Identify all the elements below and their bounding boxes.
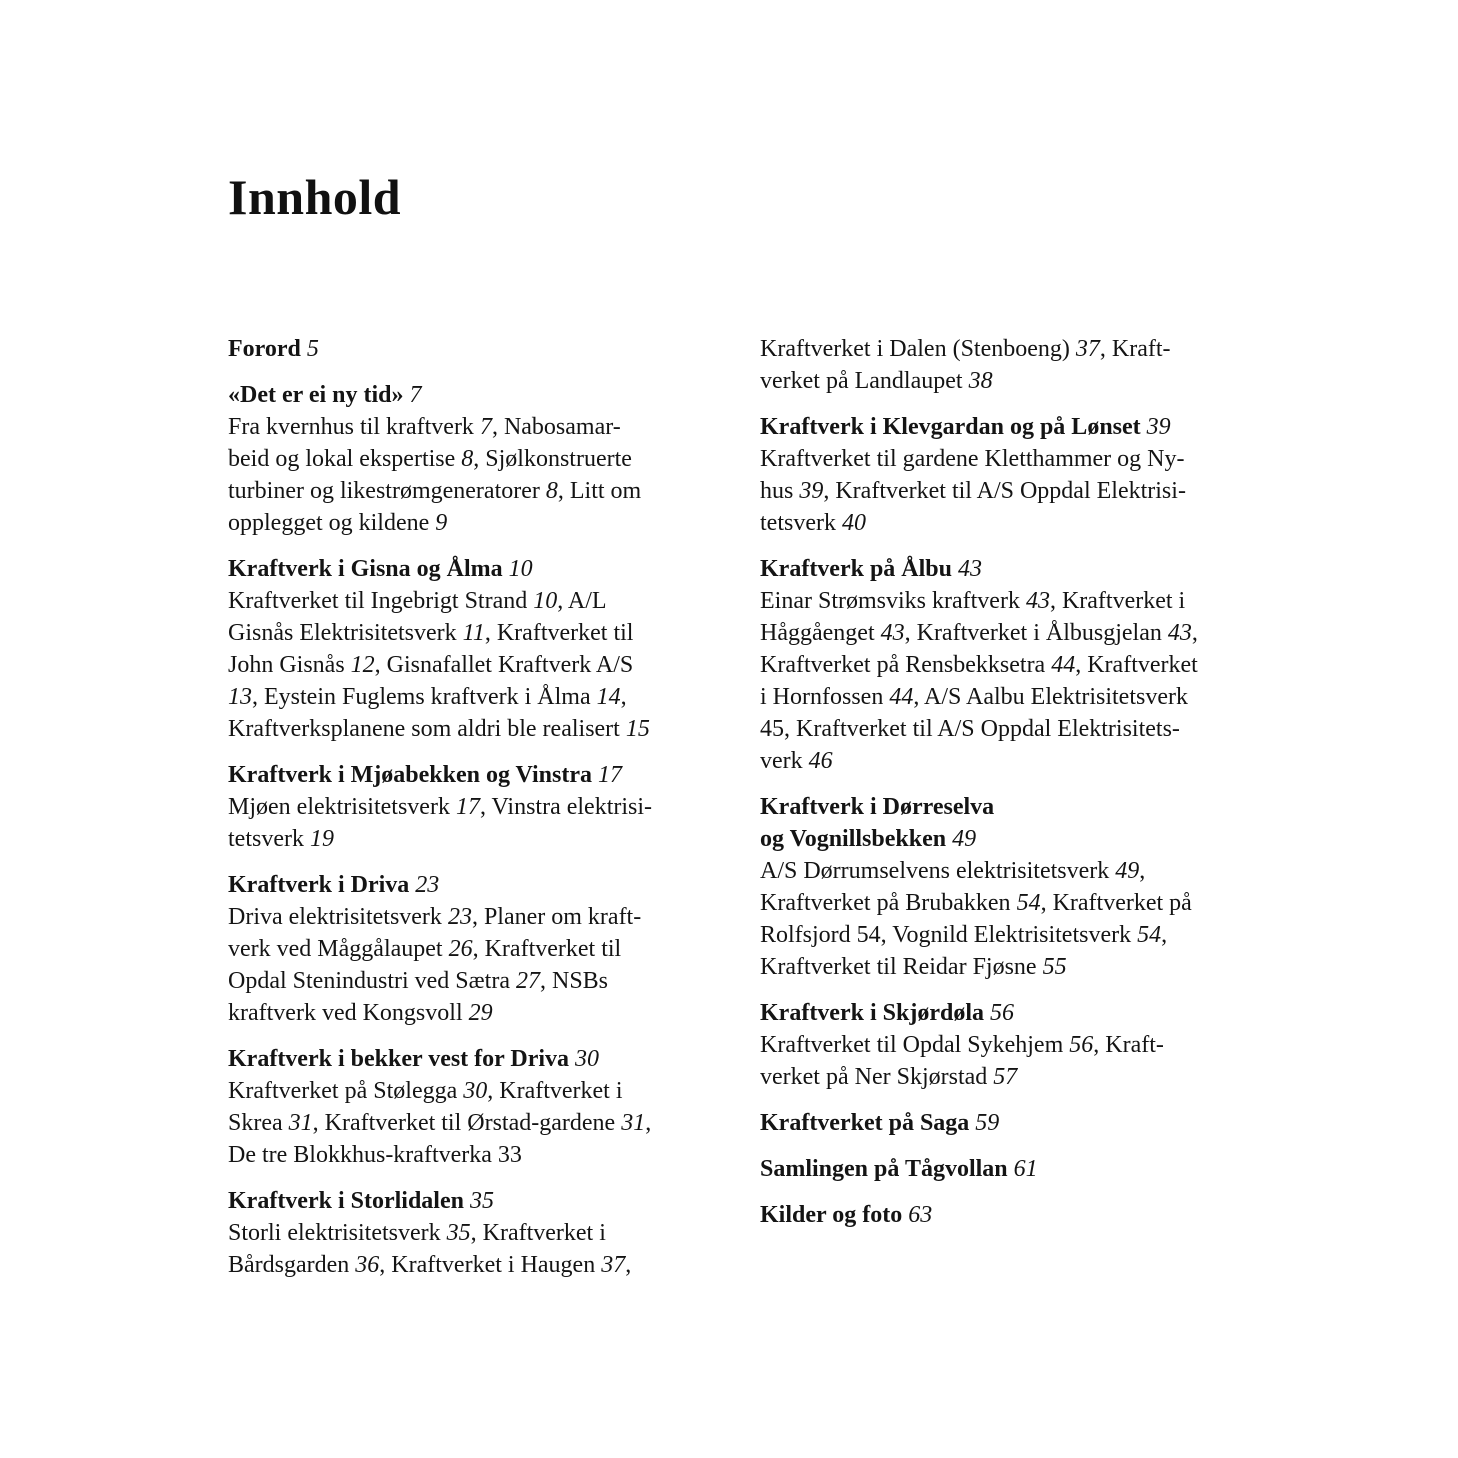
toc-entry-line xyxy=(228,713,733,745)
page-number: 57 xyxy=(993,1064,1018,1090)
toc-entry-text: verket på Ner Skjørstad xyxy=(760,1064,994,1090)
toc-entry-line xyxy=(760,855,1265,887)
toc-entry-line xyxy=(228,475,733,507)
toc-entry-text: Håggåenget xyxy=(760,620,881,646)
toc-entry-text: , Vinstra elektrisi- xyxy=(479,794,653,820)
toc-entry-text: Fra kvernhus til kraftverk xyxy=(228,414,480,440)
toc-entry xyxy=(760,1107,1265,1139)
page-number: 8 xyxy=(461,446,474,472)
toc-entry-text: Kraftverket i Dalen (Stenboeng) xyxy=(760,336,1076,362)
page-number: 23 xyxy=(447,904,472,930)
page-number: 15 xyxy=(625,716,650,742)
toc-entry-heading xyxy=(228,1043,733,1075)
page-number: 43 xyxy=(1167,620,1192,646)
toc-entry-text: Kraftverket til Reidar Fjøsne xyxy=(760,954,1043,980)
page-number: 61 xyxy=(1013,1156,1038,1182)
page-number: 7 xyxy=(409,382,422,408)
toc-entry-text: Storli elektrisitetsverk xyxy=(228,1220,447,1246)
toc-entry-text: , Kraftverket xyxy=(1075,652,1198,678)
toc-entry-line xyxy=(228,585,733,617)
toc-entry-line xyxy=(228,681,733,713)
page-number: 29 xyxy=(468,1000,493,1026)
page-number: 35 xyxy=(446,1220,471,1246)
page-number: 56 xyxy=(989,1000,1014,1026)
toc-entry-text: Kraftverket på Rensbekksetra xyxy=(760,652,1052,678)
toc-entry xyxy=(228,553,733,745)
page-number: 54 xyxy=(1016,890,1041,916)
toc-entry-line xyxy=(760,507,1265,539)
page-number: 55 xyxy=(1042,954,1067,980)
toc-entry-line xyxy=(760,617,1265,649)
toc-entry xyxy=(228,333,733,365)
toc-entry-line xyxy=(228,411,733,443)
toc-entry-text: , Kraftverket til A/S Oppdal Elektrisi- xyxy=(823,478,1186,504)
page-number: 35 xyxy=(469,1188,494,1214)
page-number: 9 xyxy=(435,510,448,536)
page-number: 37 xyxy=(601,1252,626,1278)
toc-entry-text: , Kraftverket til xyxy=(484,620,634,646)
toc-entry-heading xyxy=(228,553,733,585)
toc-entry-heading xyxy=(760,411,1265,443)
page-number: 17 xyxy=(597,762,622,788)
toc-entry-line xyxy=(760,713,1265,745)
toc-entry-title: Kraftverk i bekker vest for Driva xyxy=(228,1046,570,1072)
toc-entry xyxy=(760,791,1265,983)
page-number: 31 xyxy=(288,1110,313,1136)
page-number: 17 xyxy=(455,794,480,820)
page-number: 63 xyxy=(908,1202,933,1228)
toc-entry-text: Rolfsjord 54, Vognild Elektrisitetsverk xyxy=(760,922,1138,948)
toc-entry-title: og Vognillsbekken xyxy=(760,826,947,852)
toc-entry-text: opplegget og kildene xyxy=(228,510,436,536)
toc-entry-text: Driva elektrisitetsverk xyxy=(228,904,448,930)
toc-entry-line xyxy=(760,443,1265,475)
toc-entry-line xyxy=(760,1061,1265,1093)
page-number: 30 xyxy=(463,1078,488,1104)
toc-entry-text: kraftverk ved Kongsvoll xyxy=(228,1000,469,1026)
toc-entry-line xyxy=(228,1139,733,1171)
toc-entry-text: Einar Strømsviks kraftverk xyxy=(760,588,1026,614)
toc-entry-text: , Kraftverket i Ålbusgjelan xyxy=(904,620,1168,646)
toc-entry xyxy=(760,1199,1265,1231)
toc-entry-line xyxy=(228,965,733,997)
toc-entry-line xyxy=(228,443,733,475)
toc-entry-line xyxy=(760,649,1265,681)
toc-entry-line xyxy=(228,617,733,649)
toc-entry-text: tetsverk xyxy=(760,510,842,536)
page-number: 7 xyxy=(479,414,492,440)
toc-entry-text: , Eystein Fuglems kraftverk i Ålma xyxy=(252,684,597,710)
toc-entry xyxy=(760,1153,1265,1185)
toc-entry-text: , xyxy=(645,1110,652,1136)
toc-entry-title: Samlingen på Tågvollan xyxy=(760,1156,1008,1182)
toc-entry-title: Kraftverk i Gisna og Ålma xyxy=(228,556,503,582)
page-number: 46 xyxy=(808,748,833,774)
toc-entry xyxy=(760,553,1265,777)
toc-entry-title: Kilder og foto xyxy=(760,1202,903,1228)
toc-entry-line xyxy=(228,901,733,933)
toc-entry-title: Kraftverket på Saga xyxy=(760,1110,970,1136)
toc-entry-line xyxy=(228,1107,733,1139)
toc-entry-heading xyxy=(760,823,1265,855)
toc-entry-heading xyxy=(228,1185,733,1217)
page-number: 49 xyxy=(952,826,977,852)
toc-entry-title: Kraftverk i Dørreselva xyxy=(760,794,995,820)
toc-entry-line xyxy=(228,823,733,855)
toc-entry-text: , Kraftverket til Ørstad-gardene xyxy=(312,1110,622,1136)
page-number: 40 xyxy=(841,510,866,536)
toc-entry-text: , Kraftverket i xyxy=(1049,588,1186,614)
toc-entry-line xyxy=(760,745,1265,777)
toc-entry-text: Kraftverksplanene som aldri ble realisert xyxy=(228,716,626,742)
toc-entry-text: verk xyxy=(760,748,809,774)
page-number: 11 xyxy=(462,620,485,646)
toc-entry-title: Kraftverk på Ålbu xyxy=(760,556,952,582)
toc-entry-text: , xyxy=(625,1252,632,1278)
toc-entry-text: De tre Blokkhus-kraftverka 33 xyxy=(228,1142,522,1168)
toc-entry-heading xyxy=(760,1199,1265,1231)
page-number: 10 xyxy=(508,556,533,582)
toc-entry-heading xyxy=(228,379,733,411)
page-number: 23 xyxy=(415,872,440,898)
toc-entry-text: hus xyxy=(760,478,800,504)
toc-entry-title: Kraftverk i Driva xyxy=(228,872,410,898)
toc-entry xyxy=(760,411,1265,539)
toc-entry-line xyxy=(760,919,1265,951)
toc-entry-text: , xyxy=(1139,858,1146,884)
toc-entry-line xyxy=(760,585,1265,617)
toc-entry-text: 45, Kraftverket til A/S Oppdal Elektrisitets- xyxy=(760,716,1180,742)
toc-entry-line xyxy=(228,649,733,681)
toc-entry-text: Gisnås Elektrisitetsverk xyxy=(228,620,463,646)
toc-column-left xyxy=(228,333,733,1295)
page-number: 59 xyxy=(975,1110,1000,1136)
toc-entry-title: «Det er ei ny tid» xyxy=(228,382,404,408)
toc-entry-text: , xyxy=(1191,620,1198,646)
toc-entry-line xyxy=(228,507,733,539)
page-title: Innhold xyxy=(228,169,402,225)
page-number: 43 xyxy=(958,556,982,582)
toc-entry-heading xyxy=(228,333,733,365)
toc-entry-line xyxy=(760,681,1265,713)
toc-entry-text: , Litt om xyxy=(557,478,642,504)
toc-entry-title: Kraftverk i Skjørdøla xyxy=(760,1000,984,1026)
page-number: 5 xyxy=(306,336,319,362)
page-number: 44 xyxy=(889,684,914,710)
toc-entry-line xyxy=(228,1075,733,1107)
toc-entry xyxy=(228,1185,733,1281)
page-number: 56 xyxy=(1069,1032,1094,1058)
page-number: 37 xyxy=(1075,336,1100,362)
page-number: 31 xyxy=(621,1110,646,1136)
page-number: 39 xyxy=(799,478,824,504)
toc-entry-text: Kraftverket til gardene Kletthammer og Ny- xyxy=(760,446,1185,472)
toc-entry-text: , Kraftverket til xyxy=(472,936,622,962)
toc-entry xyxy=(228,379,733,539)
toc-entry-text: , NSBs xyxy=(539,968,609,994)
toc-entry-text: tetsverk xyxy=(228,826,310,852)
toc-entry-text: Kraftverket til Ingebrigt Strand xyxy=(228,588,534,614)
page-number: 26 xyxy=(448,936,473,962)
toc-entry-line xyxy=(760,365,1265,397)
toc-entry-text: turbiner og likestrømgeneratorer xyxy=(228,478,546,504)
toc-entry-heading xyxy=(228,869,733,901)
page-number: 19 xyxy=(309,826,334,852)
toc-entry-text: , xyxy=(620,684,627,710)
toc-entry-text: , Kraftverket i xyxy=(470,1220,606,1246)
toc-entry-text: , Gisnafallet Kraftverk A/S xyxy=(374,652,634,678)
toc-entry-title: Kraftverk i Mjøabekken og Vinstra xyxy=(228,762,592,788)
toc-entry xyxy=(760,997,1265,1093)
toc-entry-line xyxy=(760,1029,1265,1061)
toc-entry-text: verk ved Måggålaupet xyxy=(228,936,449,962)
toc-entry-title: Kraftverk i Storlidalen xyxy=(228,1188,464,1214)
page-number: 43 xyxy=(880,620,905,646)
toc-entry-heading xyxy=(760,1153,1265,1185)
page-number: 49 xyxy=(1115,858,1140,884)
toc-entry-text: Skrea xyxy=(228,1110,289,1136)
page-number: 8 xyxy=(545,478,558,504)
page-number: 12 xyxy=(350,652,375,678)
toc-entry-line xyxy=(228,997,733,1029)
toc-entry-heading xyxy=(760,997,1265,1029)
page-number: 10 xyxy=(533,588,558,614)
toc-entry-line xyxy=(228,1217,733,1249)
toc-entry-text: Mjøen elektrisitetsverk xyxy=(228,794,456,820)
toc-entry-text: , xyxy=(1161,922,1168,948)
toc-entry xyxy=(760,333,1265,397)
toc-entry-line xyxy=(760,887,1265,919)
page-number: 43 xyxy=(1025,588,1050,614)
toc-entry-text: , Kraftverket i xyxy=(487,1078,623,1104)
page-number: 38 xyxy=(968,368,993,394)
toc-entry-text: , Kraft- xyxy=(1099,336,1171,362)
toc-entry-heading xyxy=(760,791,1265,823)
toc-entry-text: , Kraft- xyxy=(1093,1032,1164,1058)
toc-entry-text: Kraftverket på Stølegga xyxy=(228,1078,464,1104)
toc-entry xyxy=(228,869,733,1029)
toc-entry-text: beid og lokal ekspertise xyxy=(228,446,462,472)
toc-entry-text: A/S Dørrumselvens elektrisitetsverk xyxy=(760,858,1116,884)
toc-entry-text: , Sjølkonstruerte xyxy=(473,446,632,472)
page-number: 36 xyxy=(355,1252,380,1278)
page-number: 13 xyxy=(228,684,252,710)
toc-entry-line xyxy=(760,475,1265,507)
toc-entry-text: Kraftverket på Brubakken xyxy=(760,890,1017,916)
toc-entry-title: Kraftverk i Klevgardan og på Lønset xyxy=(760,414,1141,440)
toc-column-right xyxy=(760,333,1265,1245)
page-number: 14 xyxy=(596,684,621,710)
toc-entry-line xyxy=(760,333,1265,365)
toc-entry-text: , A/L xyxy=(557,588,607,614)
toc-entry-heading xyxy=(228,759,733,791)
toc-entry-text: , Planer om kraft- xyxy=(471,904,642,930)
toc-entry-text: Kraftverket til Opdal Sykehjem xyxy=(760,1032,1070,1058)
toc-entry-line xyxy=(760,951,1265,983)
toc-entry-text: John Gisnås xyxy=(228,652,351,678)
toc-entry-text: i Hornfossen xyxy=(760,684,890,710)
toc-entry-title: Forord xyxy=(228,336,301,362)
page-number: 27 xyxy=(515,968,540,994)
toc-entry xyxy=(228,759,733,855)
toc-entry-heading xyxy=(760,1107,1265,1139)
toc-entry-line xyxy=(228,933,733,965)
page-number: 54 xyxy=(1137,922,1162,948)
toc-entry-text: Bårdsgarden xyxy=(228,1252,356,1278)
toc-entry-heading xyxy=(760,553,1265,585)
toc-entry-text: Opdal Stenindustri ved Sætra xyxy=(228,968,516,994)
toc-entry-text: verket på Landlaupet xyxy=(760,368,969,394)
page-number: 39 xyxy=(1146,414,1171,440)
toc-entry xyxy=(228,1043,733,1171)
toc-entry-text: , Kraftverket i Haugen xyxy=(379,1252,602,1278)
toc-entry-line xyxy=(228,791,733,823)
toc-entry-text: , Nabosamar- xyxy=(491,414,621,440)
toc-entry-text: , Kraftverket på xyxy=(1040,890,1192,916)
page-number: 30 xyxy=(575,1046,600,1072)
toc-entry-text: , A/S Aalbu Elektrisitetsverk xyxy=(913,684,1188,710)
toc-entry-line xyxy=(228,1249,733,1281)
page-number: 44 xyxy=(1051,652,1076,678)
